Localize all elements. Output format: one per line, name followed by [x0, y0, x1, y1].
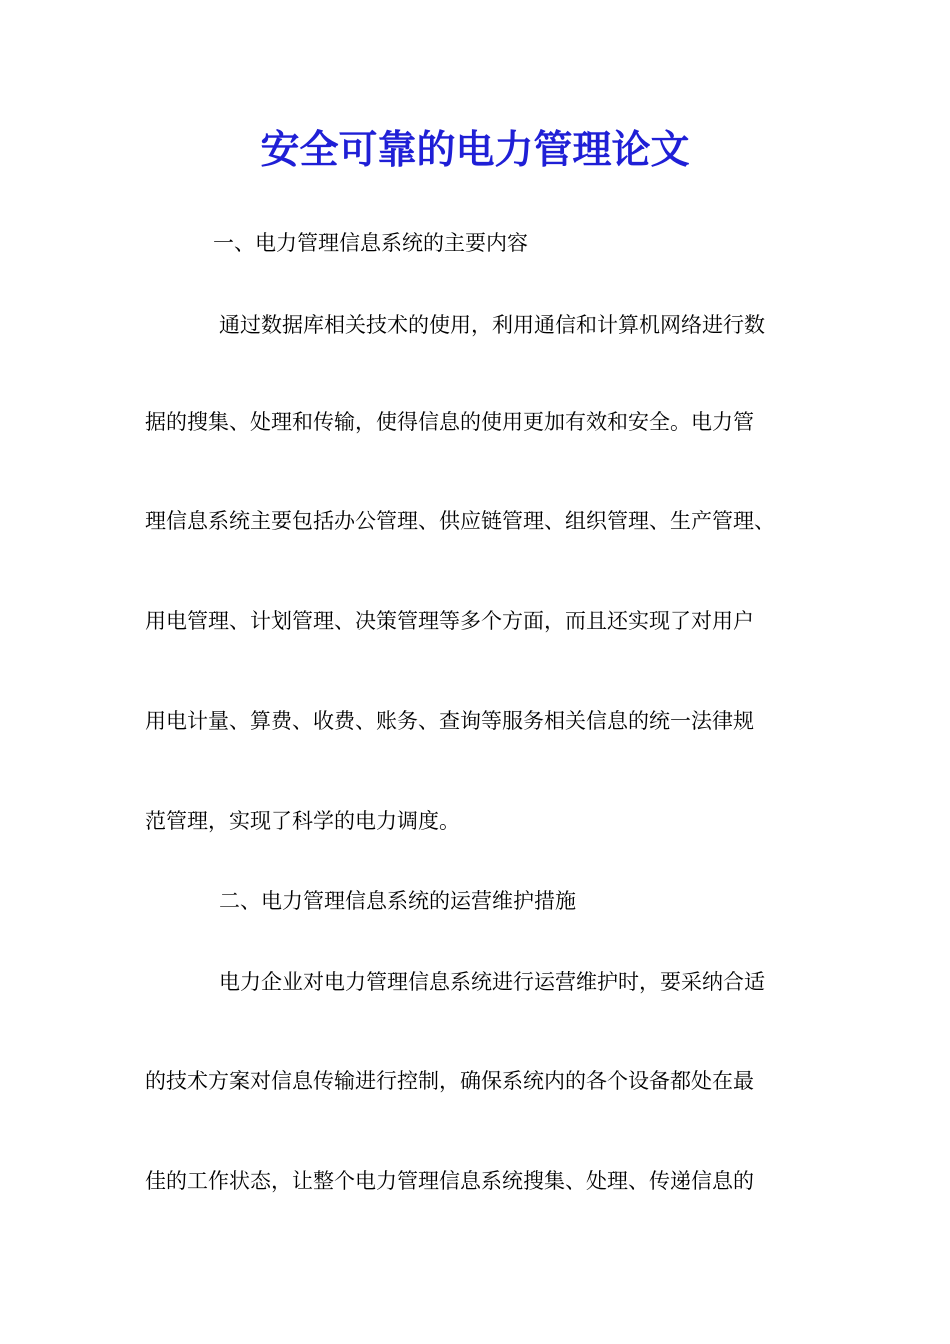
paragraph-line: 的技术方案对信息传输进行控制，确保系统内的各个设备都处在最 — [145, 1069, 754, 1093]
paragraph-line: 范管理，实现了科学的电力调度。 — [145, 809, 460, 833]
paragraph-line: 理信息系统主要包括办公管理、供应链管理、组织管理、生产管理、 — [145, 509, 775, 533]
section-heading-1: 一、电力管理信息系统的主要内容 — [213, 231, 528, 255]
paragraph-line: 电力企业对电力管理信息系统进行运营维护时，要采纳合适 — [219, 970, 765, 994]
paragraph-line: 佳的工作状态，让整个电力管理信息系统搜集、处理、传递信息的 — [145, 1169, 754, 1193]
section-heading-2: 二、电力管理信息系统的运营维护措施 — [219, 889, 576, 913]
paragraph-line: 用电管理、计划管理、决策管理等多个方面，而且还实现了对用户 — [145, 609, 754, 633]
paragraph-line: 通过数据库相关技术的使用，利用通信和计算机网络进行数 — [219, 313, 765, 337]
paragraph-line: 据的搜集、处理和传输，使得信息的使用更加有效和安全。电力管 — [145, 410, 754, 434]
document-title: 安全可靠的电力管理论文 — [260, 127, 690, 173]
paragraph-line: 用电计量、算费、收费、账务、查询等服务相关信息的统一法律规 — [145, 709, 754, 733]
